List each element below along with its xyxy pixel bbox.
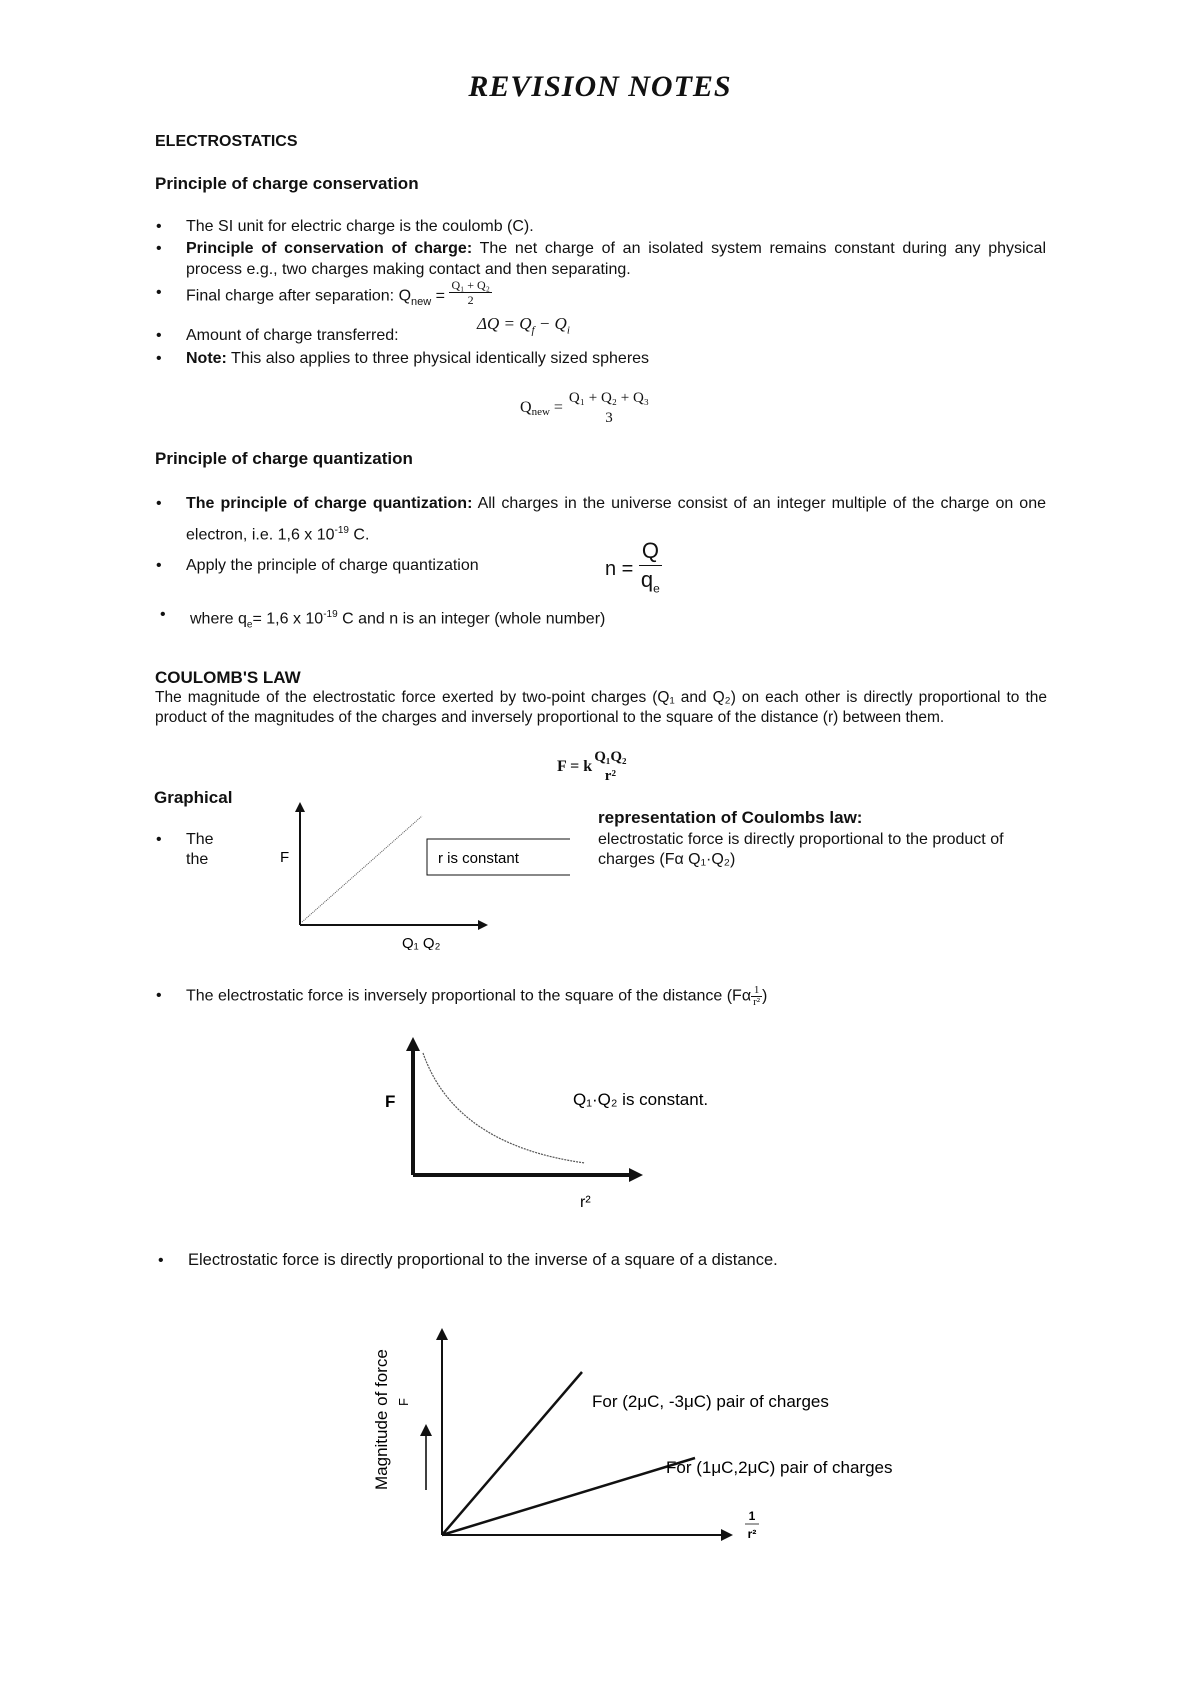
directly-inverse-text: Electrostatic force is directly proportional to the inverse of a square of a distance. (188, 1251, 778, 1269)
bullet-conservation-principle (186, 238, 1046, 280)
graph1-line (302, 816, 422, 922)
graph3-line-2-label: For (1μC,2μC) pair of charges (666, 1458, 893, 1477)
graph2-y-label: F (385, 1092, 396, 1111)
bullet-the-word: The (186, 831, 214, 848)
bullet-the-word-2: the (186, 851, 209, 868)
final-charge-den: 2 (467, 293, 474, 307)
graph1-y-label: F (280, 849, 290, 866)
graph3-x-num: 1 (748, 1509, 756, 1523)
where-qe-sub: e (246, 619, 253, 631)
three-sphere-sub: new (531, 406, 550, 418)
bullet-inverse-square (186, 985, 1046, 1008)
bullet-the (186, 830, 214, 870)
graph1-y-arrow (295, 802, 305, 812)
graph2-x-label: r² (580, 1194, 591, 1211)
inverse-square-fraction (751, 985, 762, 1008)
coulomb-den: r² (604, 768, 616, 784)
where-qe-b: = 1,6 x 10 (252, 610, 324, 628)
graph3-y-label: Magnitude of force (372, 1349, 391, 1490)
graph-force-vs-inverse-square (360, 1310, 980, 1570)
bullet-note (186, 348, 1046, 369)
quantization-fraction (639, 537, 662, 602)
graph-force-vs-charge (270, 800, 570, 950)
graph2-y-arrow (406, 1037, 420, 1051)
quantization-exp: -19 (334, 525, 349, 536)
final-charge-fraction (449, 278, 491, 307)
bullet-si-unit (186, 216, 1046, 237)
quantization-end: C. (348, 526, 370, 544)
quantization-den-wrap (639, 566, 662, 602)
coulomb-fraction (592, 748, 628, 786)
graphical-heading: Graphical (154, 788, 233, 807)
conservation-text: The net charge of an isolated system remains constant during any physical process e.g., two charges making contact and then separating. (186, 240, 1046, 278)
graph3-x-den: r² (747, 1527, 757, 1541)
graph1-x-arrow (478, 920, 488, 930)
quantization-den-sub: e (653, 581, 660, 596)
graph2-x-arrow (629, 1168, 643, 1182)
three-sphere-eq: = (549, 399, 567, 416)
inverse-square-end: ) (762, 987, 768, 1005)
coulomb-paragraph: The magnitude of the electrostatic force exerted by two-point charges (Q₁ and Q₂) on each other is directly proportional to the product of the magnitudes of the charges and inversely proportional to the square of the distance (r) between them. (155, 689, 1047, 726)
heading-charge-conservation: Principle of charge conservation (155, 174, 419, 193)
three-sphere-num: Q₁ + Q₂ + Q₃ (568, 390, 650, 406)
graph3-y-sub: F (396, 1398, 411, 1406)
final-charge-num: Q₁ + Q₂ (451, 278, 490, 292)
three-sphere-den: 3 (605, 410, 613, 426)
note-text: This also applies to three physical identically sized spheres (226, 350, 650, 367)
conservation-label: Principle of conservation of charge: (186, 240, 473, 257)
quantization-formula (605, 537, 662, 602)
inverse-square-den: r² (753, 996, 761, 1008)
quantization-label: The principle of charge quantization: (186, 495, 473, 512)
charge-transferred-text: Amount of charge transferred: (186, 327, 399, 344)
three-sphere-lhs: Q (520, 399, 532, 416)
final-charge-text: Final charge after separation: Q (186, 287, 412, 305)
note-label: Note: (186, 350, 227, 367)
where-qe-a: where q (190, 610, 247, 628)
three-sphere-formula (520, 388, 651, 428)
graph3-side-arrow-head (420, 1424, 432, 1436)
final-charge-eq: = (431, 287, 450, 305)
charge-transferred-formula (477, 314, 570, 336)
quantization-num: Q (639, 537, 662, 566)
apply-quantization-text: Apply the principle of charge quantization (186, 557, 479, 574)
section-heading-coulomb: COULOMB'S LAW (155, 668, 301, 687)
coulomb-formula (557, 748, 629, 786)
graph2-curve (423, 1053, 585, 1163)
coulomb-num: Q₁Q₂ (594, 749, 627, 765)
representation-heading: representation of Coulombs law: (598, 808, 863, 827)
representation-line-1: electrostatic force is directly proportional to the product of (598, 831, 1004, 848)
where-qe-exp: -19 (323, 609, 338, 620)
delta-q-minus: − Q (534, 314, 567, 333)
final-charge-sub: new (411, 295, 432, 308)
inverse-square-text: The electrostatic force is inversely proportional to the square of the distance (Fα (186, 987, 752, 1005)
graph1-box-label: r is constant (438, 850, 519, 867)
coulomb-lhs: F = k (557, 758, 593, 775)
delta-q-f-sub: f (531, 324, 535, 337)
bullet-final-charge (186, 278, 1046, 313)
heading-charge-quantization: Principle of charge quantization (155, 449, 413, 468)
graph3-line-1-label: For (2μC, -3μC) pair of charges (592, 1392, 829, 1411)
quantization-n: n = (605, 558, 639, 581)
graph3-line-1 (442, 1372, 582, 1535)
graph3-y-arrow (436, 1328, 448, 1340)
where-qe-c: C and n is an integer (whole number) (337, 610, 606, 628)
three-sphere-fraction (567, 388, 651, 428)
graph2-note: Q₁·Q₂ is constant. (573, 1090, 709, 1109)
representation-text (598, 830, 1058, 870)
quantization-text: All charges in the universe consist of an integer multiple of the charge on one electron, i.e. 1,6 x 10 (186, 495, 1047, 544)
representation-line-2: charges (Fα Q₁·Q₂) (598, 851, 736, 868)
bullet-apply-quantization (186, 555, 586, 576)
section-heading-electrostatics: ELECTROSTATICS (155, 133, 298, 150)
graph3-line-2 (442, 1458, 695, 1535)
graph3-x-arrow (721, 1529, 733, 1541)
graph1-x-label: Q₁ Q₂ (402, 935, 441, 950)
page-title: REVISION NOTES (468, 70, 732, 103)
quantization-den: q (640, 567, 654, 592)
bullet-si-unit-text: The SI unit for electric charge is the coulomb (C). (186, 218, 534, 235)
delta-q-formula: ΔQ = Q (477, 314, 532, 333)
bullet-where-qe (190, 604, 1050, 636)
bullet-directly-inverse-square (188, 1250, 1048, 1271)
bullet-charge-transferred (186, 325, 486, 346)
graph-force-vs-distance (375, 1035, 755, 1215)
delta-q-i-sub: i (566, 324, 570, 337)
inverse-square-num: 1 (751, 985, 762, 997)
